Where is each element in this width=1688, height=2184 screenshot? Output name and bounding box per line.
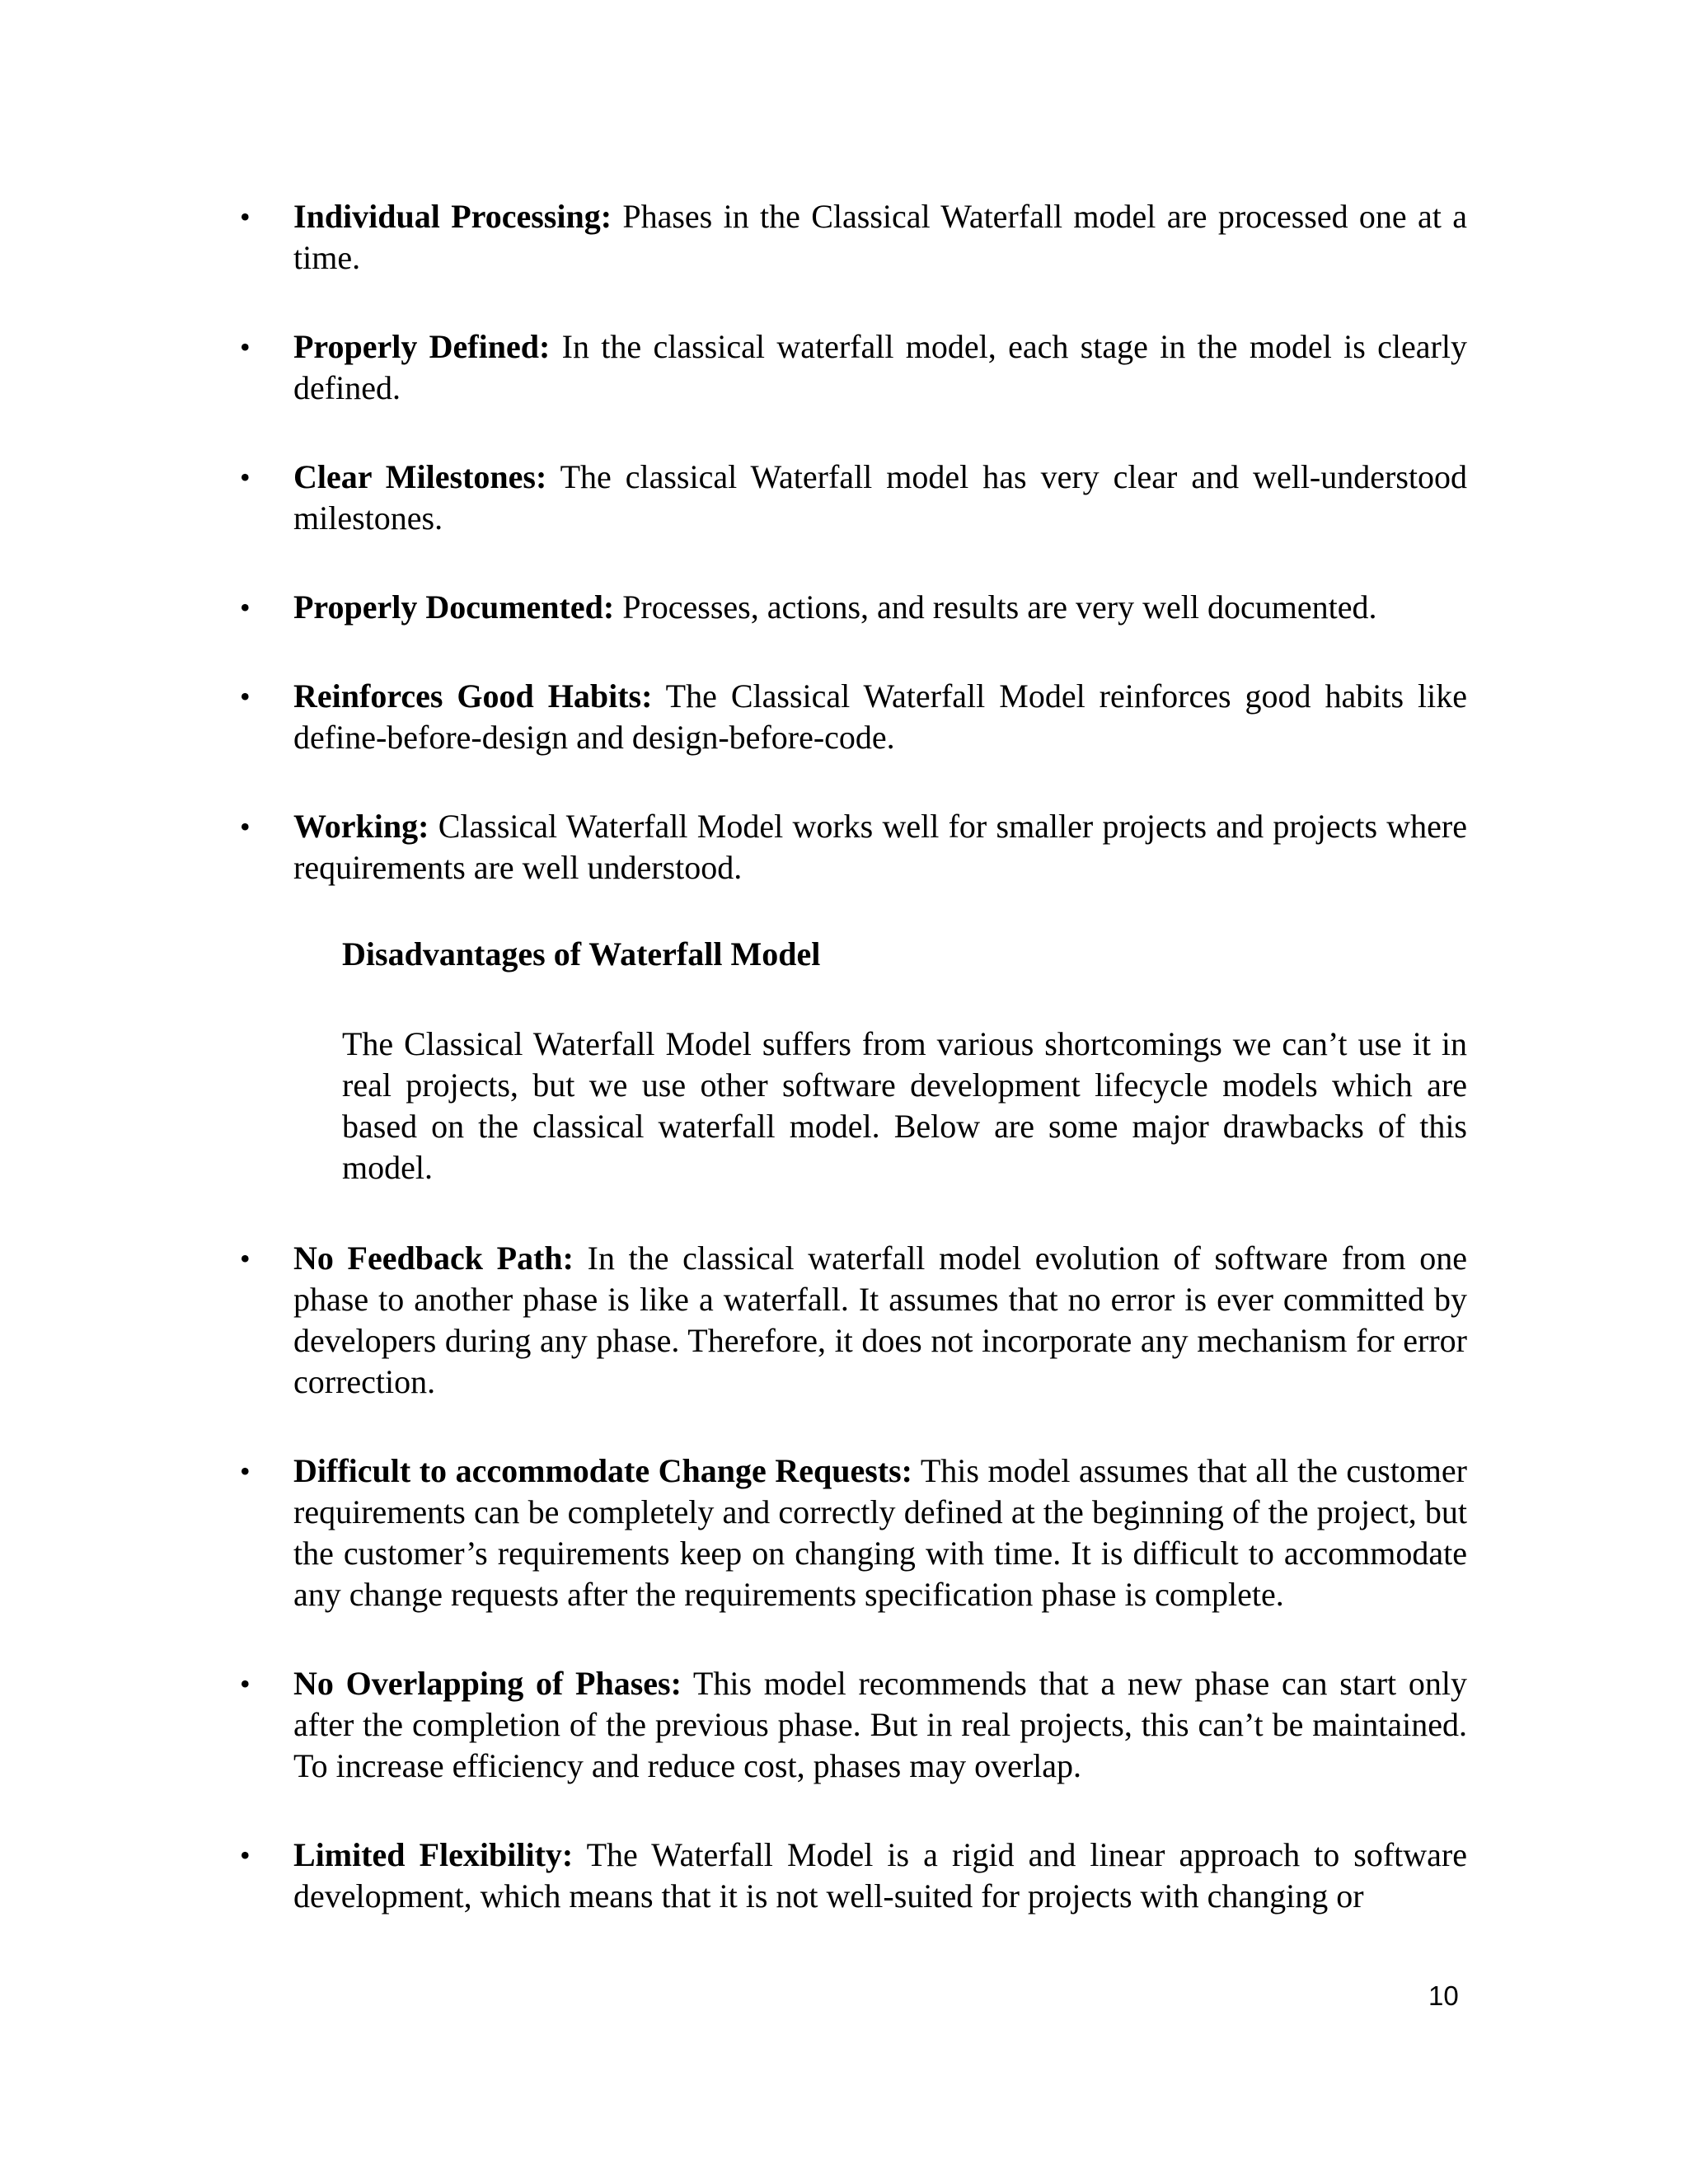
bullet-icon: • bbox=[240, 461, 251, 494]
section-heading: Disadvantages of Waterfall Model bbox=[342, 935, 821, 972]
list-item bbox=[240, 1451, 1467, 1615]
list-item bbox=[240, 806, 1467, 888]
page-number: 10 bbox=[1428, 1980, 1459, 2011]
item-text: In the classical waterfall model, each stage in the model is clearly defined. bbox=[293, 328, 1467, 406]
item-text: In the classical waterfall model evolution of software from one phase to another phase is like a waterfall. It assumes that no error is ever committed by developers during any phase. Therefore, it does not incorporate any mechanism for error correction. bbox=[293, 1240, 1468, 1400]
bullet-icon: • bbox=[240, 591, 251, 624]
item-term: No Feedback Path: bbox=[293, 1240, 574, 1277]
bullet-icon: • bbox=[240, 200, 251, 233]
bullet-icon: • bbox=[240, 330, 251, 363]
list-item bbox=[240, 1835, 1468, 1917]
item-term: Limited Flexibility: bbox=[293, 1836, 574, 1873]
item-text: This model recommends that a new phase can start only after the completion of the previous phase. But in real projects, this can’t be maintained. To increase efficiency and reduce cost, phases may overlap. bbox=[293, 1665, 1467, 1784]
item-text: Classical Waterfall Model works well for smaller projects and projects where requirements are well understood. bbox=[293, 808, 1467, 886]
list-item bbox=[240, 587, 1467, 628]
advantages-list bbox=[240, 196, 1468, 936]
item-text: The Classical Waterfall Model reinforces good habits like define-before-design and design-before-code. bbox=[293, 677, 1468, 756]
item-text: This model assumes that all the customer requirements can be completely and correctly defined at the beginning of the project, but the customer’s requirements keep on changing with time. It is difficult to accommodate any change requests after the requirements specification phase is complete. bbox=[293, 1452, 1467, 1613]
item-term: Individual Processing: bbox=[293, 198, 612, 235]
list-item bbox=[240, 326, 1467, 409]
bullet-icon: • bbox=[240, 1242, 251, 1275]
disadvantages-list bbox=[240, 1238, 1468, 1965]
bullet-icon: • bbox=[240, 1667, 251, 1700]
item-term: Properly Defined: bbox=[293, 328, 551, 365]
item-term: Properly Documented: bbox=[293, 588, 615, 626]
bullet-icon: • bbox=[240, 810, 251, 843]
section-paragraph: The Classical Waterfall Model suffers from various shortcomings we can’t use it in real projects, but we use other software development lifecycle models which are based on the classical waterfall model. Below are some major drawbacks of this model. bbox=[342, 1025, 1467, 1186]
item-text: The Waterfall Model is a rigid and linear approach to software development, which means that it is not well-suited for projects with changing or bbox=[293, 1836, 1468, 1915]
item-text: Phases in the Classical Waterfall model are processed one at a time. bbox=[293, 198, 1467, 276]
list-item bbox=[240, 1663, 1467, 1787]
item-term: Difficult to accommodate Change Requests: bbox=[293, 1452, 912, 1489]
list-item bbox=[240, 196, 1467, 279]
item-term: Clear Milestones: bbox=[293, 458, 547, 495]
item-term: No Overlapping of Phases: bbox=[293, 1665, 682, 1702]
item-term: Reinforces Good Habits: bbox=[293, 677, 653, 715]
list-item bbox=[240, 457, 1468, 539]
bullet-icon: • bbox=[240, 1455, 251, 1488]
list-item bbox=[240, 676, 1468, 758]
bullet-icon: • bbox=[240, 680, 251, 713]
item-text: The classical Waterfall model has very clear and well-understood milestones. bbox=[293, 458, 1468, 537]
item-term: Working: bbox=[293, 808, 429, 845]
item-text: Processes, actions, and results are very well documented. bbox=[614, 588, 1377, 626]
bullet-icon: • bbox=[240, 1839, 251, 1872]
list-item bbox=[240, 1238, 1468, 1403]
